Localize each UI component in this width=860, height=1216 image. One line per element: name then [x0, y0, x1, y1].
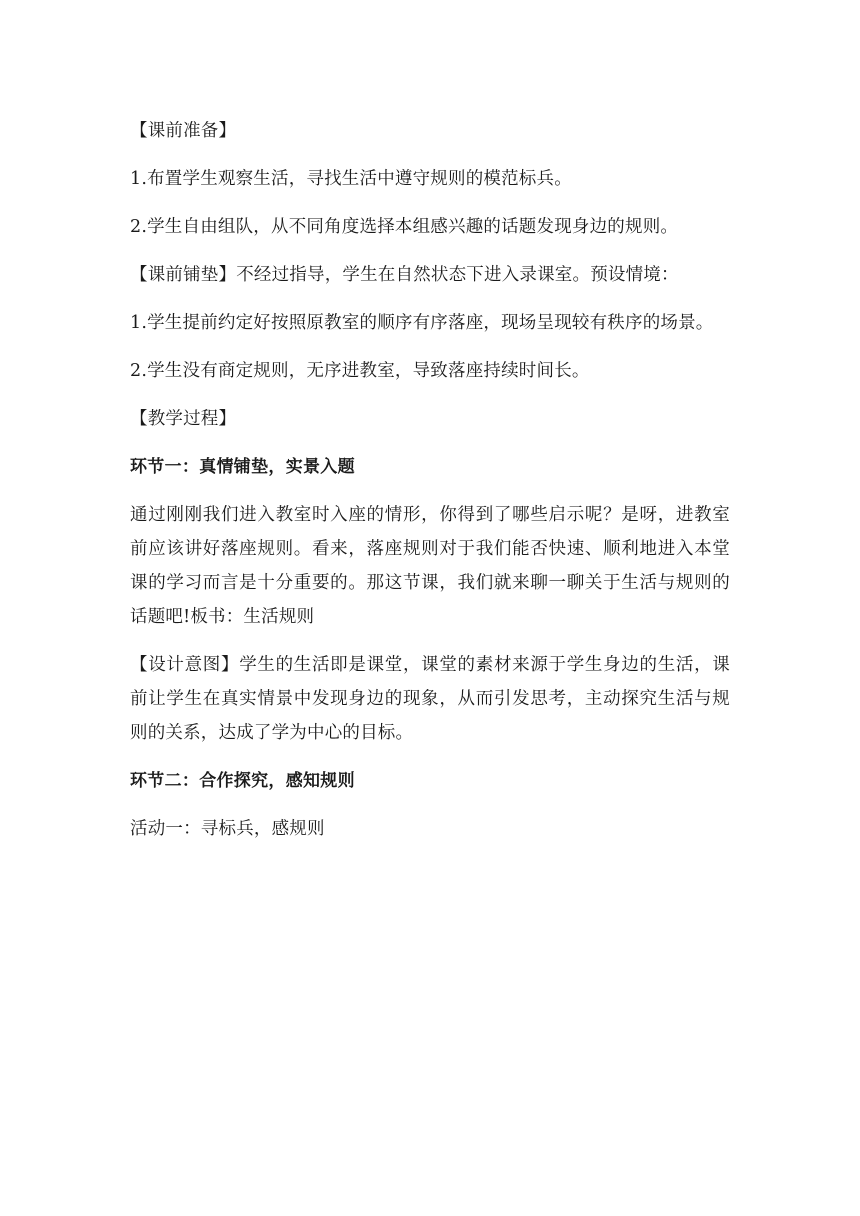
- stage1-paragraph: 通过刚刚我们进入教室时入座的情形，你得到了哪些启示呢？是呀，进教室前应该讲好落座规则。看来，落座规则对于我们能否快速、顺利地进入本堂课的学习而言是十分重要的。那这节课，我们就来聊一聊关于生活与规则的话题吧!板书：生活规则: [130, 505, 730, 627]
- pave-lead-paragraph: [130, 258, 730, 292]
- design-intent-label: 【设计意图】: [130, 655, 240, 675]
- pave-lead-label: 【课前铺垫】: [130, 265, 237, 285]
- prep-item-2: 2.学生自由组队，从不同角度选择本组感兴趣的话题发现身边的规则。: [130, 217, 679, 237]
- pave-item-2: 2.学生没有商定规则，无序进教室，导致落座持续时间长。: [130, 361, 590, 381]
- activity1-title: 活动一：寻标兵，感规则: [130, 819, 325, 839]
- prep-item-1: 1.布置学生观察生活，寻找生活中遵守规则的模范标兵。: [130, 169, 572, 189]
- design-intent-paragraph: [130, 648, 730, 750]
- process-title: 【教学过程】: [130, 409, 237, 429]
- stage1-heading: 环节一：真情铺垫，实景入题: [130, 457, 355, 477]
- document-body: [130, 114, 730, 860]
- prep-title: 【课前准备】: [130, 121, 237, 141]
- pave-item-1: 1.学生提前约定好按照原教室的顺序有序落座，现场呈现较有秩序的场景。: [130, 313, 714, 333]
- design-intent-text: 学生的生活即是课堂，课堂的素材来源于学生身边的生活，课前让学生在真实情景中发现身边的现象，从而引发思考，主动探究生活与规则的关系，达成了学为中心的目标。: [130, 655, 730, 743]
- pave-lead-text: 不经过指导，学生在自然状态下进入录课室。预设情境：: [236, 265, 679, 285]
- stage2-heading: 环节二：合作探究，感知规则: [130, 771, 355, 791]
